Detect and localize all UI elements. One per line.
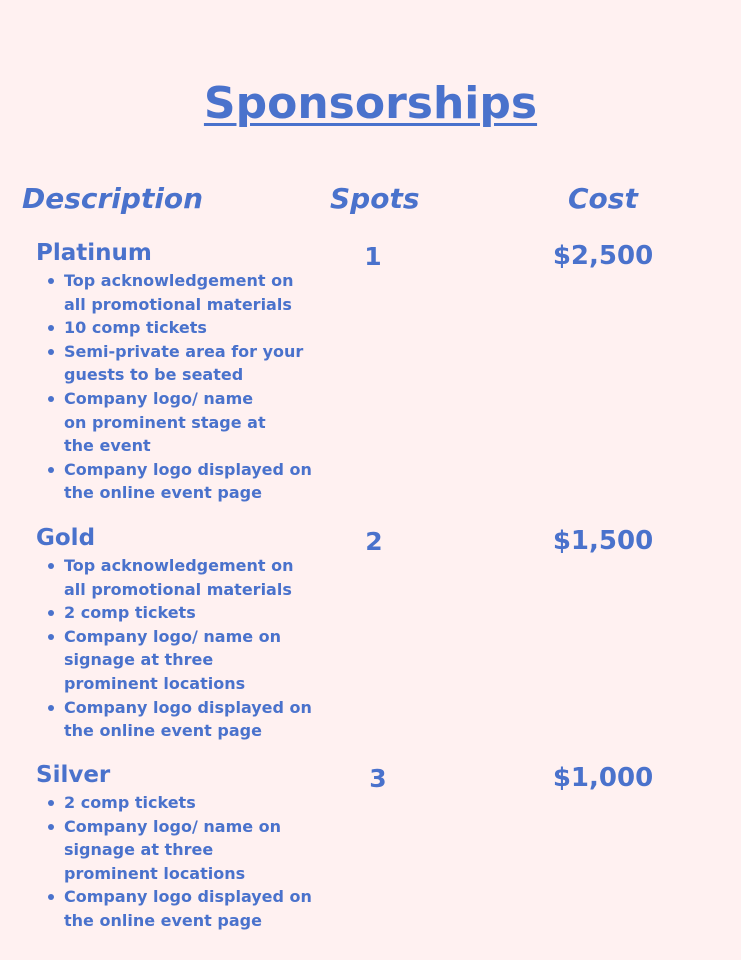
benefit-list xyxy=(64,554,314,743)
benefit-item: 10 comp tickets xyxy=(64,316,314,340)
benefit-list xyxy=(64,269,314,505)
benefit-item: 2 comp tickets xyxy=(64,601,314,625)
column-header-cost: Cost xyxy=(568,182,638,215)
tier-name: Silver xyxy=(36,762,111,788)
tier-spots: 1 xyxy=(364,242,382,271)
column-header-spots: Spots xyxy=(330,182,420,215)
tier-cost: $1,000 xyxy=(552,763,654,793)
benefit-item: Semi-private area for your guests to be seated xyxy=(64,340,314,387)
benefit-item: 2 comp tickets xyxy=(64,791,314,815)
tier-name: Platinum xyxy=(36,240,152,266)
tier-spots: 2 xyxy=(365,527,383,556)
tier-cost: $1,500 xyxy=(552,526,654,556)
tier-name: Gold xyxy=(36,525,96,551)
benefit-item: Company logo/ name on prominent stage at the event xyxy=(64,387,274,458)
benefit-item: Company logo/ name on signage at three prominent locations xyxy=(64,815,300,886)
tier-spots: 3 xyxy=(369,764,387,793)
benefit-item: Top acknowledgement on all promotional materials xyxy=(64,554,314,601)
benefit-item: Company logo displayed on the online event page xyxy=(64,885,314,932)
benefit-item: Company logo displayed on the online event page xyxy=(64,458,314,505)
benefit-item: Company logo/ name on signage at three prominent locations xyxy=(64,625,300,696)
benefit-item: Top acknowledgement on all promotional materials xyxy=(64,269,314,316)
tier-cost: $2,500 xyxy=(552,241,654,271)
benefit-list xyxy=(64,791,314,933)
benefit-item: Company logo displayed on the online event page xyxy=(64,696,314,743)
column-header-description: Description xyxy=(22,182,204,215)
page-title: Sponsorships xyxy=(203,78,538,129)
